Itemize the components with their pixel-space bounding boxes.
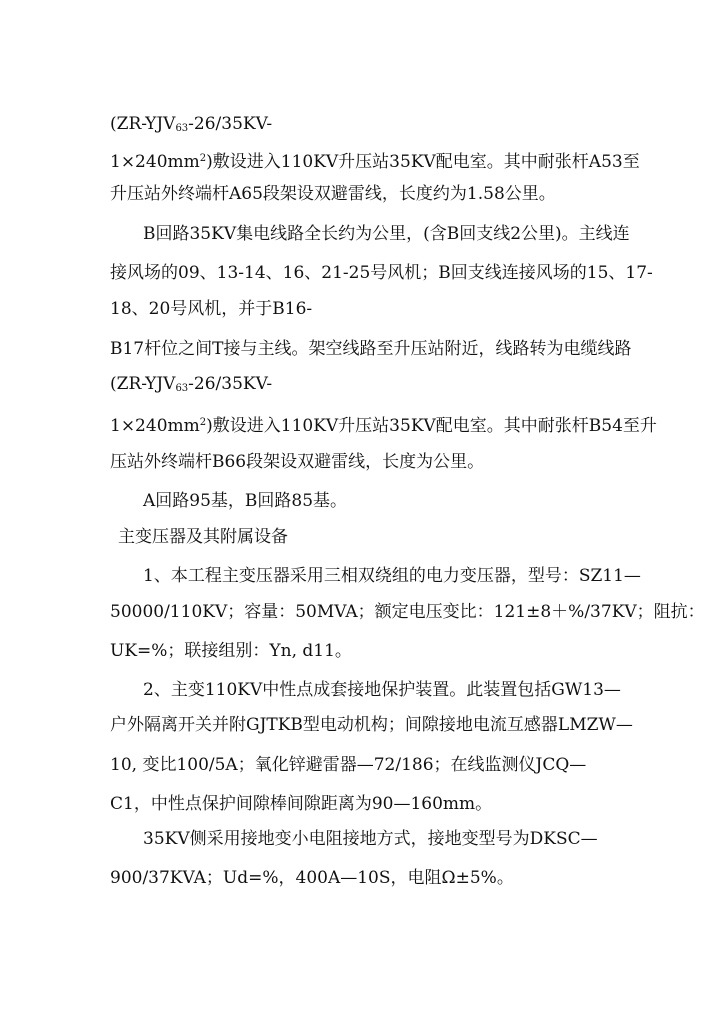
text-line: ($ZR-YJV_{63}-26/35KV-$ [110, 374, 273, 394]
text-line: 升压站外终端杆A65段架设双避雷线，长度约为1.58公里。 [110, 184, 556, 204]
text-line: 900/37KVA；Ud=%，400A—10S，电阻Ω±5%。 [110, 868, 514, 888]
text-line: 18、20号风机，并于B16- [110, 299, 313, 319]
text-line: 50000/110KV；容量：50MVA；额定电压变比：121±8＋%/37KV；阻抗： [110, 602, 705, 622]
text-line: B17杆位之间T接与主线。架空线路至升压站附近，线路转为电缆线路 [110, 339, 632, 359]
section-heading: 主变压器及其附属设备 [118, 527, 288, 547]
text-line: C1，中性点保护间隙棒间隙距离为90—160mm。 [110, 794, 493, 814]
text-line: $1\times 240mm^2$)敷设进入110KV升压站35KV配电室。其中耐张杆B54至升 [110, 416, 657, 436]
text-line: 10, 变比100/5A；氧化锌避雷器—72/186；在线监测仪JCQ— [110, 755, 587, 775]
text-line: 接风场的09、13-14、16、21-25号风机；B回支线连接风场的15、17- [110, 263, 653, 283]
paragraph-start: 2、主变110KV中性点成套接地保护装置。此装置包括GW13— [143, 680, 621, 700]
paragraph-start: 35KV侧采用接地变小电阻接地方式，接地变型号为DKSC— [143, 829, 598, 849]
text-line: ($ZR-YJV_{63}-26/35KV-$ [110, 114, 273, 134]
text-line: $1\times 240mm^2$)敷设进入110KV升压站35KV配电室。其中耐张杆A53至 [110, 152, 640, 172]
text-line: 压站外终端杆B66段架设双避雷线，长度为公里。 [110, 452, 485, 472]
paragraph-start: A回路95基，B回路85基。 [143, 491, 348, 511]
paragraph-start: B回路35KV集电线路全长约为公里，(含B回支线2公里)。主线连 [143, 224, 630, 244]
paragraph-start: 1、本工程主变压器采用三相双绕组的电力变压器，型号：SZ11— [143, 566, 641, 586]
text-line: UK=%；联接组别：Yn, d11。 [110, 641, 352, 661]
text-line: 户外隔离开关并附GJTKB型电动机构；间隙接地电流互感器LMZW— [110, 715, 633, 735]
